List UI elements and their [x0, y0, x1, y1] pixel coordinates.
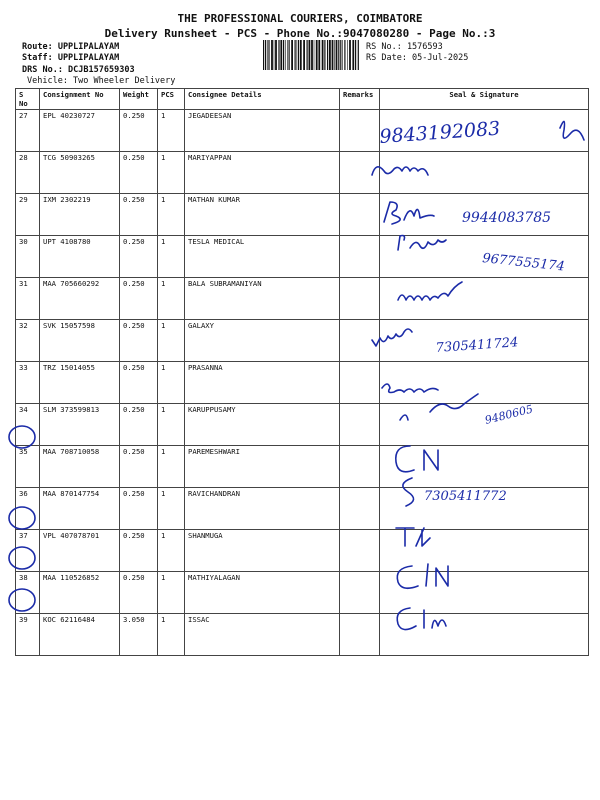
cell-remarks [340, 530, 380, 572]
cell-sno: 27 [16, 110, 40, 152]
cell-sno: 36 [16, 488, 40, 530]
table-row [16, 530, 589, 572]
cell-consignee: MATHIYALAGAN [185, 572, 340, 614]
table-row [16, 110, 589, 152]
cell-remarks [340, 320, 380, 362]
cell-consignee: SHANMUGA [185, 530, 340, 572]
cell-consignment: SVK 15057598 [40, 320, 120, 362]
cell-pcs: 1 [158, 152, 185, 194]
cell-consignment: MAA 708710058 [40, 446, 120, 488]
cell-consignment: KOC 62116484 [40, 614, 120, 656]
cell-remarks [340, 446, 380, 488]
cell-remarks [340, 152, 380, 194]
handwritten-phone: 9677555174 [481, 251, 566, 275]
cell-remarks [340, 194, 380, 236]
cell-remarks [340, 362, 380, 404]
cell-pcs: 1 [158, 614, 185, 656]
handwritten-phone: 7305411724 [435, 335, 519, 356]
table-row [16, 194, 589, 236]
cell-weight: 0.250 [120, 236, 158, 278]
cell-weight: 0.250 [120, 572, 158, 614]
handwritten-phone: 9944083785 [462, 210, 552, 226]
company-title: THE PROFESSIONAL COURIERS, COIMBATORE [177, 12, 423, 25]
cell-pcs: 1 [158, 404, 185, 446]
cell-pcs: 1 [158, 278, 185, 320]
cell-consignment: TCG 50903265 [40, 152, 120, 194]
rs-date: RS Date: 05-Jul-2025 [366, 53, 469, 63]
table-row [16, 446, 589, 488]
runsheet-subtitle: Delivery Runsheet - PCS - Phone No.:9047080280 - Page No.:3 [104, 27, 496, 40]
cell-pcs: 1 [158, 362, 185, 404]
cell-signature [380, 404, 589, 446]
cell-signature [380, 446, 589, 488]
cell-consignment: MAA 110526852 [40, 572, 120, 614]
col-weight: Weight [120, 89, 158, 110]
cell-sno: 29 [16, 194, 40, 236]
cell-remarks [340, 572, 380, 614]
table-row [16, 614, 589, 656]
cell-consignment: VPL 407078701 [40, 530, 120, 572]
cell-remarks [340, 110, 380, 152]
cell-consignee: BALA SUBRAMANIYAN [185, 278, 340, 320]
cell-remarks [340, 488, 380, 530]
staff-label: Staff: UPPLIPALAYAM [22, 53, 120, 63]
route-label: Route: UPPLIPALAYAM [22, 42, 120, 52]
cell-consignment: UPT 4108780 [40, 236, 120, 278]
cell-sno: 30 [16, 236, 40, 278]
cell-remarks [340, 614, 380, 656]
cell-consignee: MARIYAPPAN [185, 152, 340, 194]
vehicle-label: Vehicle: Two Wheeler Delivery [27, 76, 176, 86]
cell-weight: 0.250 [120, 320, 158, 362]
cell-sno: 34 [16, 404, 40, 446]
table-header-row [16, 89, 589, 110]
handwritten-phone: 9480605 [483, 402, 535, 427]
cell-consignment: TRZ 15014055 [40, 362, 120, 404]
barcode-icon [262, 40, 360, 70]
cell-signature [380, 152, 589, 194]
cell-pcs: 1 [158, 572, 185, 614]
cell-signature [380, 110, 589, 152]
drs-label: DRS No.: DCJB157659303 [22, 65, 135, 75]
cell-pcs: 1 [158, 320, 185, 362]
runsheet-table [15, 88, 589, 656]
cell-pcs: 1 [158, 488, 185, 530]
cell-weight: 0.250 [120, 446, 158, 488]
cell-signature [380, 320, 589, 362]
col-remarks: Remarks [340, 89, 380, 110]
cell-consignment: MAA 870147754 [40, 488, 120, 530]
cell-signature [380, 278, 589, 320]
cell-weight: 3.050 [120, 614, 158, 656]
cell-pcs: 1 [158, 446, 185, 488]
cell-consignment: SLM 373599813 [40, 404, 120, 446]
cell-consignee: PAREMESHWARI [185, 446, 340, 488]
table-row [16, 320, 589, 362]
table-row [16, 404, 589, 446]
col-consignment: Consignment No [40, 89, 120, 110]
cell-consignee: TESLA MEDICAL [185, 236, 340, 278]
cell-consignee: PRASANNA [185, 362, 340, 404]
table-row [16, 572, 589, 614]
cell-sno: 35 [16, 446, 40, 488]
cell-pcs: 1 [158, 110, 185, 152]
cell-consignee: KARUPPUSAMY [185, 404, 340, 446]
col-sno: S No [16, 89, 40, 110]
rs-number: RS No.: 1576593 [366, 42, 443, 52]
cell-sno: 31 [16, 278, 40, 320]
cell-consignee: ISSAC [185, 614, 340, 656]
cell-remarks [340, 404, 380, 446]
handwritten-phone: 9843192083 [378, 117, 501, 148]
col-signature: Seal & Signature [380, 89, 589, 110]
cell-weight: 0.250 [120, 152, 158, 194]
cell-consignee: MATHAN KUMAR [185, 194, 340, 236]
table-row [16, 152, 589, 194]
cell-sno: 37 [16, 530, 40, 572]
col-consignee: Consignee Details [185, 89, 340, 110]
cell-consignment: EPL 40230727 [40, 110, 120, 152]
cell-weight: 0.250 [120, 278, 158, 320]
cell-weight: 0.250 [120, 362, 158, 404]
cell-pcs: 1 [158, 236, 185, 278]
table-row [16, 488, 589, 530]
cell-sno: 32 [16, 320, 40, 362]
cell-signature [380, 530, 589, 572]
table-row [16, 278, 589, 320]
cell-sno: 38 [16, 572, 40, 614]
table-row [16, 236, 589, 278]
table-row [16, 362, 589, 404]
cell-pcs: 1 [158, 530, 185, 572]
cell-sno: 28 [16, 152, 40, 194]
cell-remarks [340, 236, 380, 278]
cell-weight: 0.250 [120, 194, 158, 236]
cell-sno: 33 [16, 362, 40, 404]
cell-sno: 39 [16, 614, 40, 656]
cell-consignee: JEGADEESAN [185, 110, 340, 152]
cell-consignee: GALAXY [185, 320, 340, 362]
cell-signature [380, 236, 589, 278]
col-pcs: PCS [158, 89, 185, 110]
cell-weight: 0.250 [120, 488, 158, 530]
cell-weight: 0.250 [120, 404, 158, 446]
cell-consignee: RAVICHANDRAN [185, 488, 340, 530]
cell-pcs: 1 [158, 194, 185, 236]
cell-weight: 0.250 [120, 530, 158, 572]
cell-remarks [340, 278, 380, 320]
cell-signature [380, 488, 589, 530]
cell-weight: 0.250 [120, 110, 158, 152]
handwritten-phone: 7305411772 [424, 489, 507, 504]
cell-signature [380, 362, 589, 404]
cell-consignment: MAA 705660292 [40, 278, 120, 320]
cell-signature [380, 614, 589, 656]
cell-signature [380, 572, 589, 614]
cell-consignment: IXM 2302219 [40, 194, 120, 236]
cell-signature [380, 194, 589, 236]
